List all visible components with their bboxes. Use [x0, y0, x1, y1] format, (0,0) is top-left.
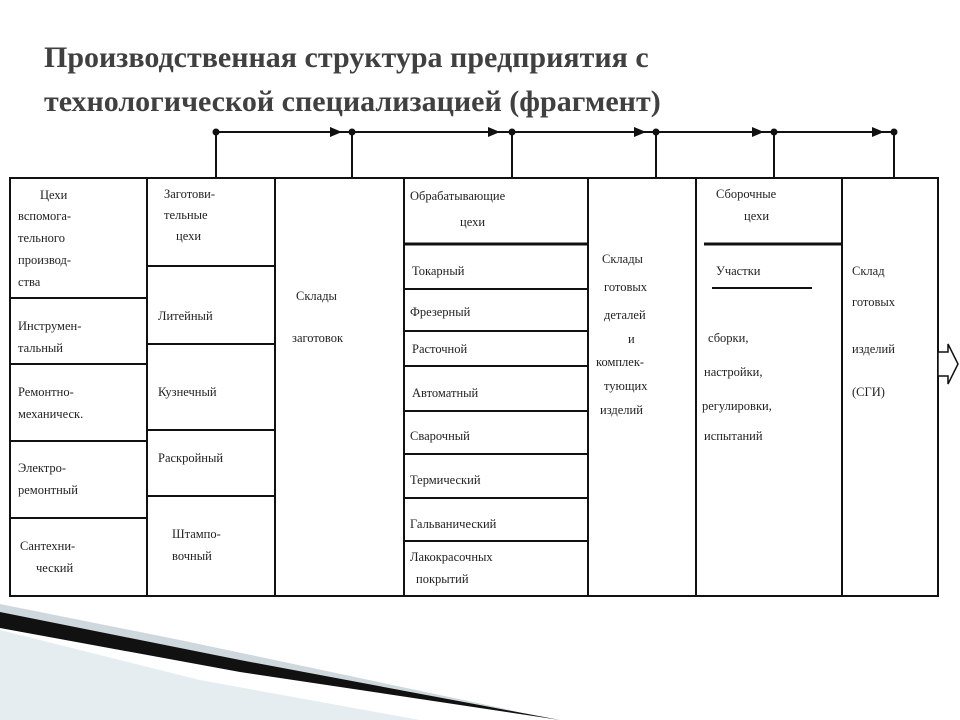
finished-storage-column — [842, 178, 938, 596]
parts-storage-label: Склады готовых деталей и комплек- тующих изделий — [596, 252, 648, 417]
parts-storage-column — [588, 178, 696, 596]
title-line-2: технологической специализацией (фрагмент) — [44, 85, 661, 118]
blank-shop-foundry: Литейный — [158, 309, 213, 323]
aux-shop-repair-mechanical: Ремонтно- механическ. — [18, 385, 84, 421]
processing-shop-welding: Сварочный — [410, 429, 470, 443]
title-line-1: Производственная структура предприятия с — [44, 41, 649, 74]
processing-shop-automatic: Автоматный — [412, 386, 479, 400]
blank-storage-column — [275, 178, 404, 596]
output-arrow-icon — [938, 344, 958, 384]
aux-shop-electrical-repair: Электро- ремонтный — [18, 461, 78, 497]
processing-shops-column — [404, 178, 588, 596]
blank-shop-cutting: Раскройный — [158, 451, 224, 465]
blank-shops-header: Заготови- тельные цехи — [164, 187, 216, 243]
auxiliary-header: Цехи вспомога- тельного производ- ства — [18, 188, 72, 289]
flow-connector — [213, 127, 898, 178]
finished-storage-label: Склад готовых изделий (СГИ) — [852, 264, 895, 399]
slide-decoration — [0, 604, 560, 720]
processing-shop-galvanic: Гальванический — [410, 517, 497, 531]
processing-shop-turning: Токарный — [412, 264, 465, 278]
processing-shop-thermal: Термический — [410, 473, 481, 487]
assembly-sections-label: Участки — [716, 264, 761, 278]
assembly-sections-list: сборки, настройки, регулировки, испытаний — [702, 331, 772, 443]
processing-header: Обрабатывающие цехи — [410, 189, 506, 229]
auxiliary-shops-column — [10, 178, 147, 596]
aux-shop-tool: Инструмен- тальный — [18, 319, 82, 355]
assembly-header: Сборочные цехи — [716, 187, 777, 223]
blank-shop-forging: Кузнечный — [158, 385, 217, 399]
aux-shop-plumbing: Сантехни- ческий — [20, 539, 76, 575]
blank-storage-label: Склады заготовок — [292, 289, 344, 345]
blank-shop-stamping: Штампо- вочный — [172, 527, 221, 563]
processing-shop-boring: Расточной — [412, 342, 468, 356]
processing-shop-milling: Фрезерный — [410, 305, 471, 319]
processing-shop-painting: Лакокрасочных покрытий — [410, 550, 493, 586]
assembly-shops-column — [696, 178, 842, 596]
blank-shops-column — [147, 178, 275, 596]
